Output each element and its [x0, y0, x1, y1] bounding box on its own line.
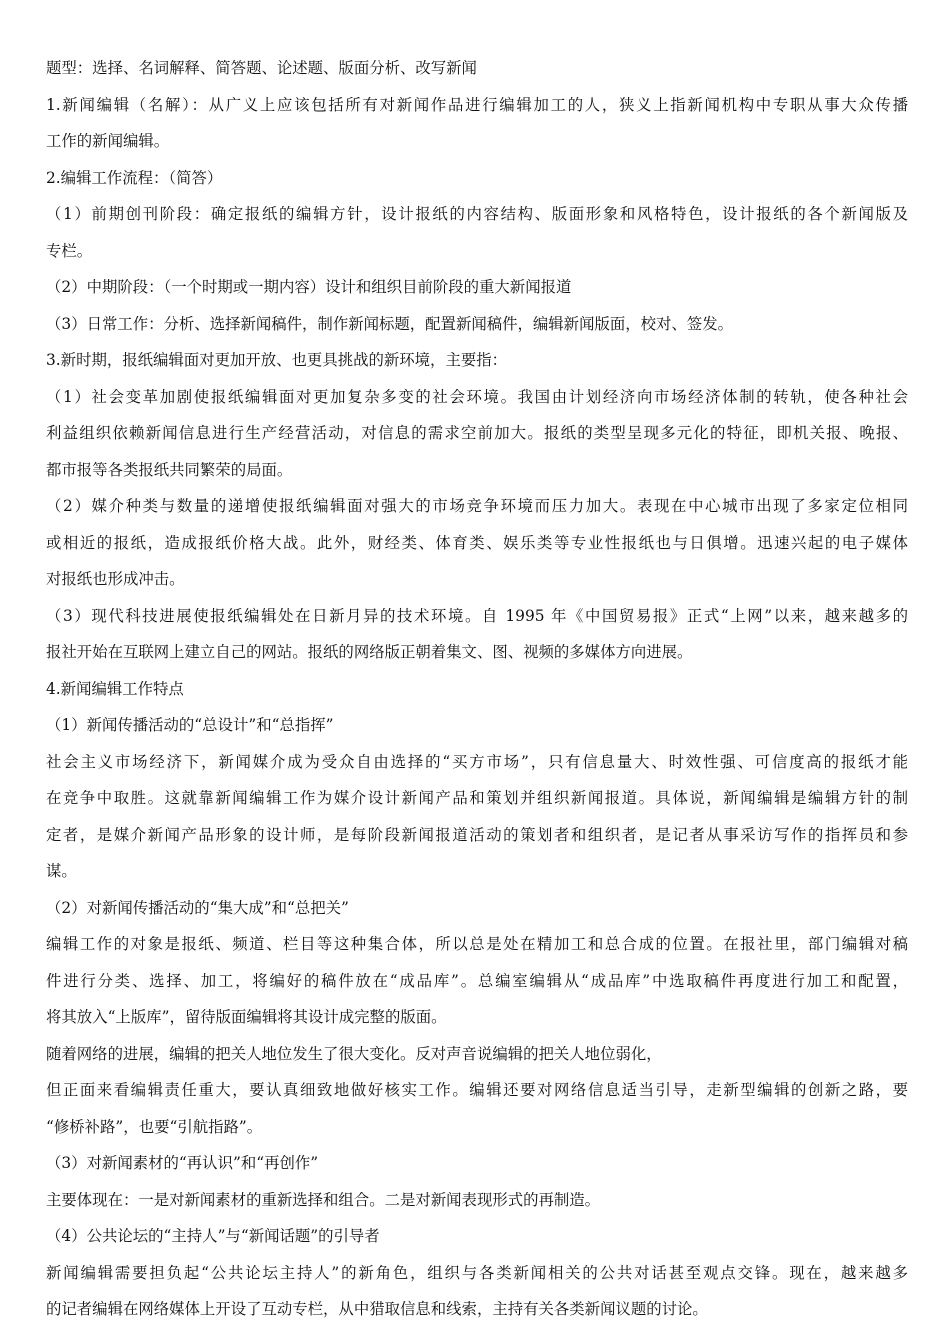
question-types-line: 题型：选择、名词解释、简答题、论述题、版面分析、改写新闻 [46, 59, 477, 77]
paragraph-line: 工作的新闻编辑。 [46, 132, 170, 150]
section-heading: 2.编辑工作流程：（简答） [46, 168, 223, 187]
paragraph-line: 对报纸也形成冲击。 [46, 570, 185, 588]
paragraph-line: 随着网络的进展，编辑的把关人地位发生了很大变化。反对声音说编辑的把关人地位弱化， [46, 1044, 662, 1063]
paragraph-line: 社会主义市场经济下，新闻媒介成为受众自由选择的“买方市场”，只有信息量大、时效性强、可信度高的报纸才能 [46, 752, 908, 771]
paragraph-line: 主要体现在：一是对新闻素材的重新选择和组合。二是对新闻表现形式的再制造。 [46, 1190, 601, 1209]
paragraph-line: 报社开始在互联网上建立自己的网站。报纸的网络版正朝着集文、图、视频的多媒体方向进展。 [46, 643, 693, 661]
section-heading: 4.新闻编辑工作特点 [46, 679, 184, 698]
paragraph-line: （2）中期阶段：（一个时期或一期内容）设计和组织目前阶段的重大新闻报道 [46, 278, 572, 296]
paragraph-line: 谋。 [46, 862, 77, 880]
paragraph-line: （1）前期创刊阶段：确定报纸的编辑方针，设计报纸的内容结构、版面形象和风格特色，设计报纸的各个新闻版及 [46, 205, 908, 223]
subsection-heading: （4）公共论坛的“主持人”与“新闻话题”的引导者 [46, 1227, 380, 1245]
paragraph-line: 将其放入“上版库”，留待版面编辑将其设计成完整的版面。 [46, 1008, 447, 1026]
paragraph-line: （1）社会变革加剧使报纸编辑面对更加复杂多变的社会环境。我国由计划经济向市场经济体制的转轨，使各种社会 [46, 387, 908, 406]
paragraph-line: 专栏。 [46, 241, 93, 260]
paragraph-line: 的记者编辑在网络媒体上开设了互动专栏，从中猎取信息和线索，主持有关各类新闻议题的讨论。 [46, 1300, 708, 1318]
paragraph-line: 定者，是媒介新闻产品形象的设计师，是每阶段新闻报道活动的策划者和组织者，是记者从事采访写作的指挥员和参 [46, 825, 908, 844]
paragraph-line: （3）日常工作：分析、选择新闻稿件，制作新闻标题，配置新闻稿件，编辑新闻版面，校对、签发。 [46, 314, 733, 333]
paragraph-line: 或相近的报纸，造成报纸价格大战。此外，财经类、体育类、娱乐类等专业性报纸也与日俱增。迅速兴起的电子媒体 [46, 533, 908, 552]
paragraph-line: 都市报等各类报纸共同繁荣的局面。 [46, 460, 293, 479]
subsection-heading: （3）对新闻素材的“再认识”和“再创作” [46, 1154, 319, 1172]
paragraph-line: 在竞争中取胜。这就靠新闻编辑工作为媒介设计新闻产品和策划并组织新闻报道。具体说，新闻编辑是编辑方针的制 [46, 789, 908, 807]
paragraph-line: （2）媒介种类与数量的递增使报纸编辑面对强大的市场竞争环境而压力加大。表现在中心城市出现了多家定位相同 [46, 497, 908, 515]
paragraph-line: 编辑工作的对象是报纸、频道、栏目等这种集合体，所以总是处在精加工和总合成的位置。在报社里，部门编辑对稿 [46, 935, 908, 953]
paragraph-line: 1.新闻编辑（名解）：从广义上应该包括所有对新闻作品进行编辑加工的人，狭义上指新闻机构中专职从事大众传播 [46, 95, 908, 114]
subsection-heading: （1）新闻传播活动的“总设计”和“总指挥” [46, 716, 334, 734]
paragraph-line: 新闻编辑需要担负起“公共论坛主持人”的新角色，组织与各类新闻相关的公共对话甚至观点交锋。现在，越来越多 [46, 1263, 908, 1282]
paragraph-line: （3）现代科技进展使报纸编辑处在日新月异的技术环境。自 1995 年《中国贸易报》正式“上网”以来，越来越多的 [46, 606, 908, 625]
paragraph-line: “修桥补路”，也要“引航指路”。 [46, 1117, 263, 1136]
paragraph-line: 件进行分类、选择、加工，将编好的稿件放在“成品库”。总编室编辑从“成品库”中选取稿件再度进行加工和配置， [46, 971, 908, 990]
paragraph-line: 但正面来看编辑责任重大，要认真细致地做好核实工作。编辑还要对网络信息适当引导，走新型编辑的创新之路，要 [46, 1081, 908, 1099]
paragraph-line: 利益组织依赖新闻信息进行生产经营活动，对信息的需求空前加大。报纸的类型呈现多元化的特征，即机关报、晚报、 [46, 424, 908, 442]
subsection-heading: （2）对新闻传播活动的“集大成”和“总把关” [46, 898, 349, 917]
section-heading: 3.新时期，报纸编辑面对更加开放、也更具挑战的新环境，主要指： [46, 351, 508, 369]
